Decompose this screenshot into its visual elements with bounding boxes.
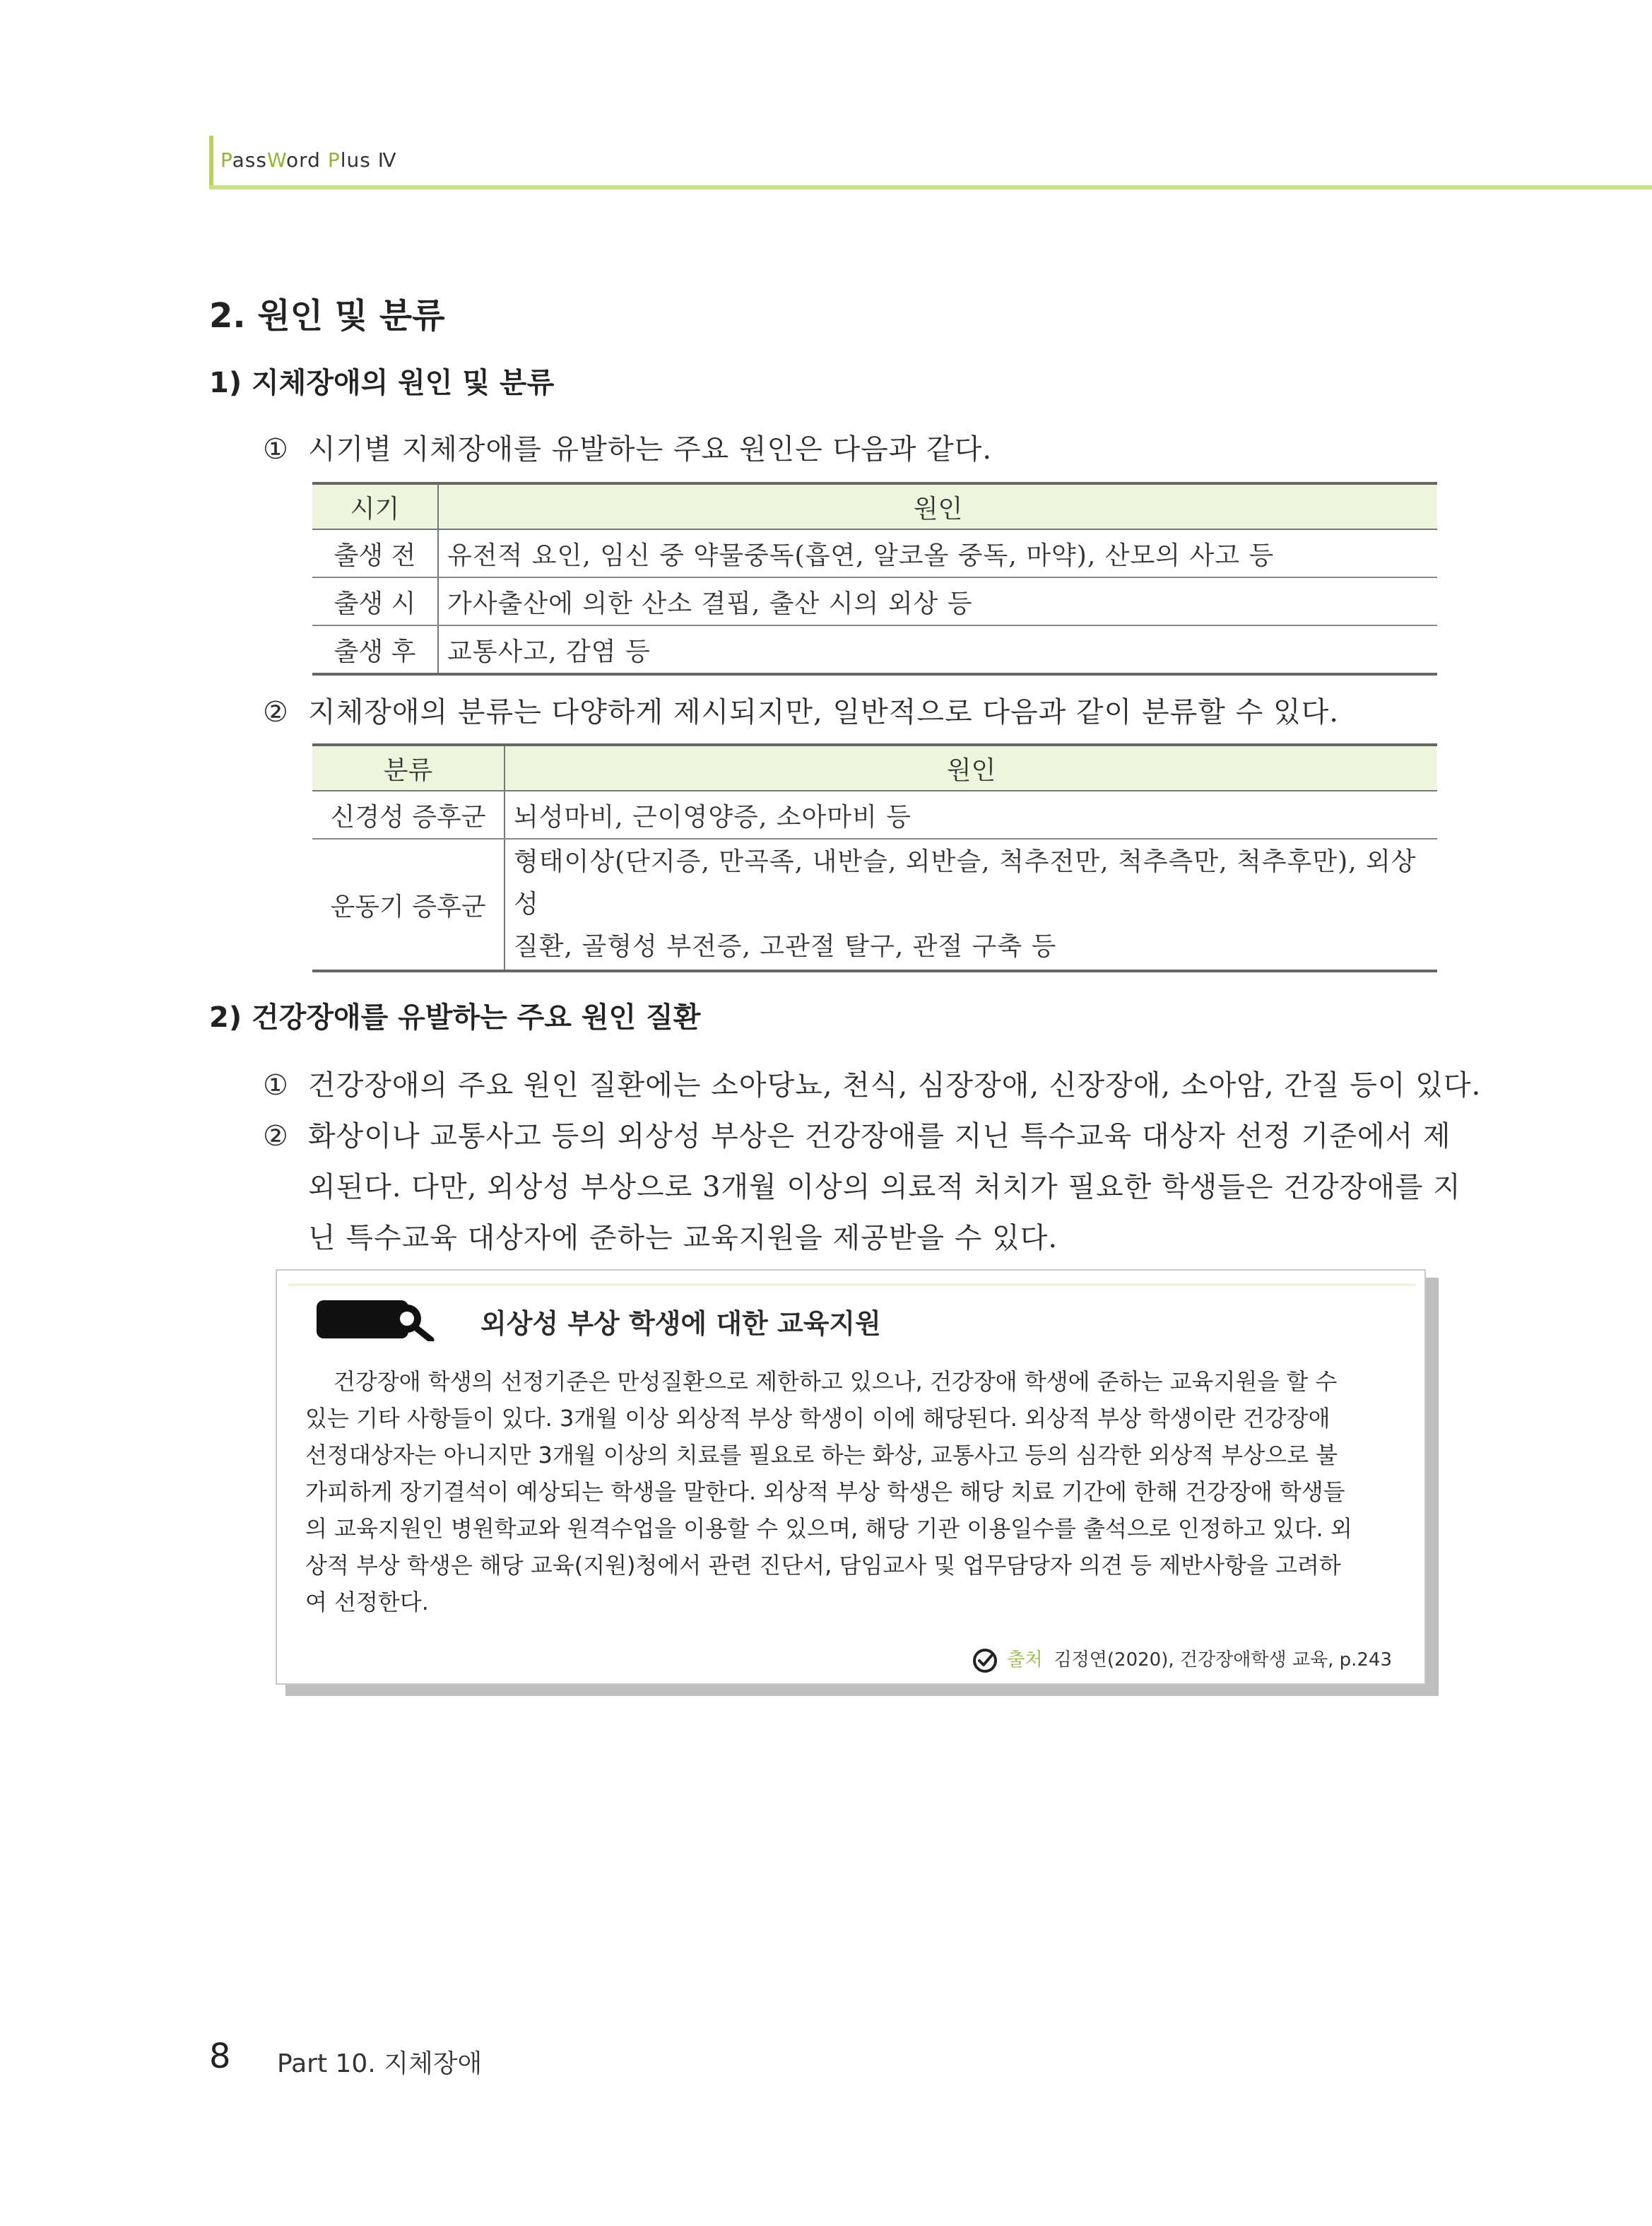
- source-label: 출처: [1007, 1649, 1043, 1671]
- subsection-title-2: 2) 건강장애를 유발하는 주요 원인 질환: [209, 1001, 701, 1034]
- infobox-text-line: 건강장애 학생의 선정기준은 만성질환으로 제한하고 있으나, 건강장애 학생에 준하는 교육지원을 할 수: [334, 1368, 1338, 1395]
- subsection-title-1: 1) 지체장애의 원인 및 분류: [209, 367, 555, 399]
- book-title: PassWord Plus Ⅳ: [220, 148, 397, 172]
- infobox-text-line: 선정대상자는 아니지만 3개월 이상의 치료를 필요로 하는 화상, 교통사고 등의 심각한 외상적 부상으로 불: [305, 1442, 1338, 1468]
- infobox-text-line: 가피하게 장기결석이 예상되는 학생을 말한다. 외상적 부상 학생은 해당 치료 기간에 한해 건강장애 학생들: [305, 1478, 1345, 1505]
- magnifier-tag-icon: [317, 1297, 435, 1341]
- infobox-text-line: 있는 기타 사항들이 있다. 3개월 이상 외상적 부상 학생이 이에 해당된다. 외상적 부상 학생이란 건강장애: [305, 1405, 1331, 1432]
- table-row: [312, 625, 1437, 674]
- paragraph-2-2-line: 외된다. 다만, 외상성 부상으로 3개월 이상의 의료적 처치가 필요한 학생들은 건강장애를 지: [308, 1171, 1461, 1203]
- paragraph-1-1: ① 시기별 지체장애를 유발하는 주요 원인은 다음과 같다.: [263, 433, 993, 466]
- table-row: [312, 529, 1437, 577]
- page-number: 8: [209, 2037, 231, 2076]
- paragraph-2-2-line: 닌 특수교육 대상자에 준하는 교육지원을 제공받을 수 있다.: [308, 1222, 1058, 1254]
- table-classification: [312, 743, 1437, 972]
- table-header-row: [312, 483, 1437, 529]
- infobox-title: 외상성 부상 학생에 대한 교육지원: [480, 1308, 881, 1339]
- table-causes-by-period: [312, 482, 1437, 676]
- table-cell: 유전적 요인, 임신 중 약물중독(흡연, 알코올 중독, 마약), 산모의 사고 등: [438, 529, 1437, 577]
- section-title: 2. 원인 및 분류: [209, 296, 445, 336]
- table-header-cell: 분류: [312, 745, 505, 791]
- part-label: Part 10. 지체장애: [277, 2049, 483, 2078]
- infobox-top-accent: [288, 1283, 1416, 1286]
- table-header-cell: 시기: [312, 483, 438, 529]
- table-row: [312, 791, 1437, 839]
- table-cell: 교통사고, 감염 등: [438, 625, 1437, 674]
- table-cell: 신경성 증후군: [312, 791, 505, 839]
- table-header-row: [312, 745, 1437, 791]
- table-cell: 운동기 증후군: [312, 839, 505, 971]
- table-row: [312, 839, 1437, 971]
- infobox-text-line: 의 교육지원인 병원학교와 원격수업을 이용할 수 있으며, 해당 기관 이용일수를 출석으로 인정하고 있다. 외: [305, 1515, 1352, 1542]
- infobox-text-line: 여 선정한다.: [305, 1589, 429, 1615]
- paragraph-2-1: ① 건강장애의 주요 원인 질환에는 소아당뇨, 천식, 심장장애, 신장장애, 소아암, 간질 등이 있다.: [263, 1069, 1482, 1102]
- table-cell: 출생 전: [312, 529, 438, 577]
- header-accent-bar: [209, 136, 213, 189]
- table-cell: 가사출산에 의한 산소 결핍, 출산 시의 외상 등: [438, 577, 1437, 625]
- check-circle-icon: [972, 1647, 998, 1674]
- infobox: [276, 1269, 1426, 1685]
- table-cell: 뇌성마비, 근이영양증, 소아마비 등: [505, 791, 1437, 839]
- table-row: [312, 577, 1437, 625]
- table-cell: 출생 후: [312, 625, 438, 674]
- table-header-cell: 원인: [438, 483, 1437, 529]
- infobox-text-line: 상적 부상 학생은 해당 교육(지원)청에서 관련 진단서, 담임교사 및 업무담당자 의견 등 제반사항을 고려하: [305, 1552, 1341, 1579]
- table-cell: 형태이상(단지증, 만곡족, 내반슬, 외반슬, 척추전만, 척추측만, 척추후만), 외상성 질환, 골형성 부전증, 고관절 탈구, 관절 구축 등: [505, 839, 1437, 971]
- paragraph-1-2: ② 지체장애의 분류는 다양하게 제시되지만, 일반적으로 다음과 같이 분류할 수 있다.: [263, 696, 1339, 729]
- paragraph-2-2: ② 화상이나 교통사고 등의 외상성 부상은 건강장애를 지닌 특수교육 대상자 선정 기준에서 제: [263, 1120, 1451, 1153]
- header-rule: [209, 185, 1652, 189]
- table-header-cell: 원인: [505, 745, 1437, 791]
- source-citation: 김정연(2020), 건강장애학생 교육, p.243: [1054, 1649, 1392, 1671]
- table-cell: 출생 시: [312, 577, 438, 625]
- infobox-source: [972, 1645, 1392, 1674]
